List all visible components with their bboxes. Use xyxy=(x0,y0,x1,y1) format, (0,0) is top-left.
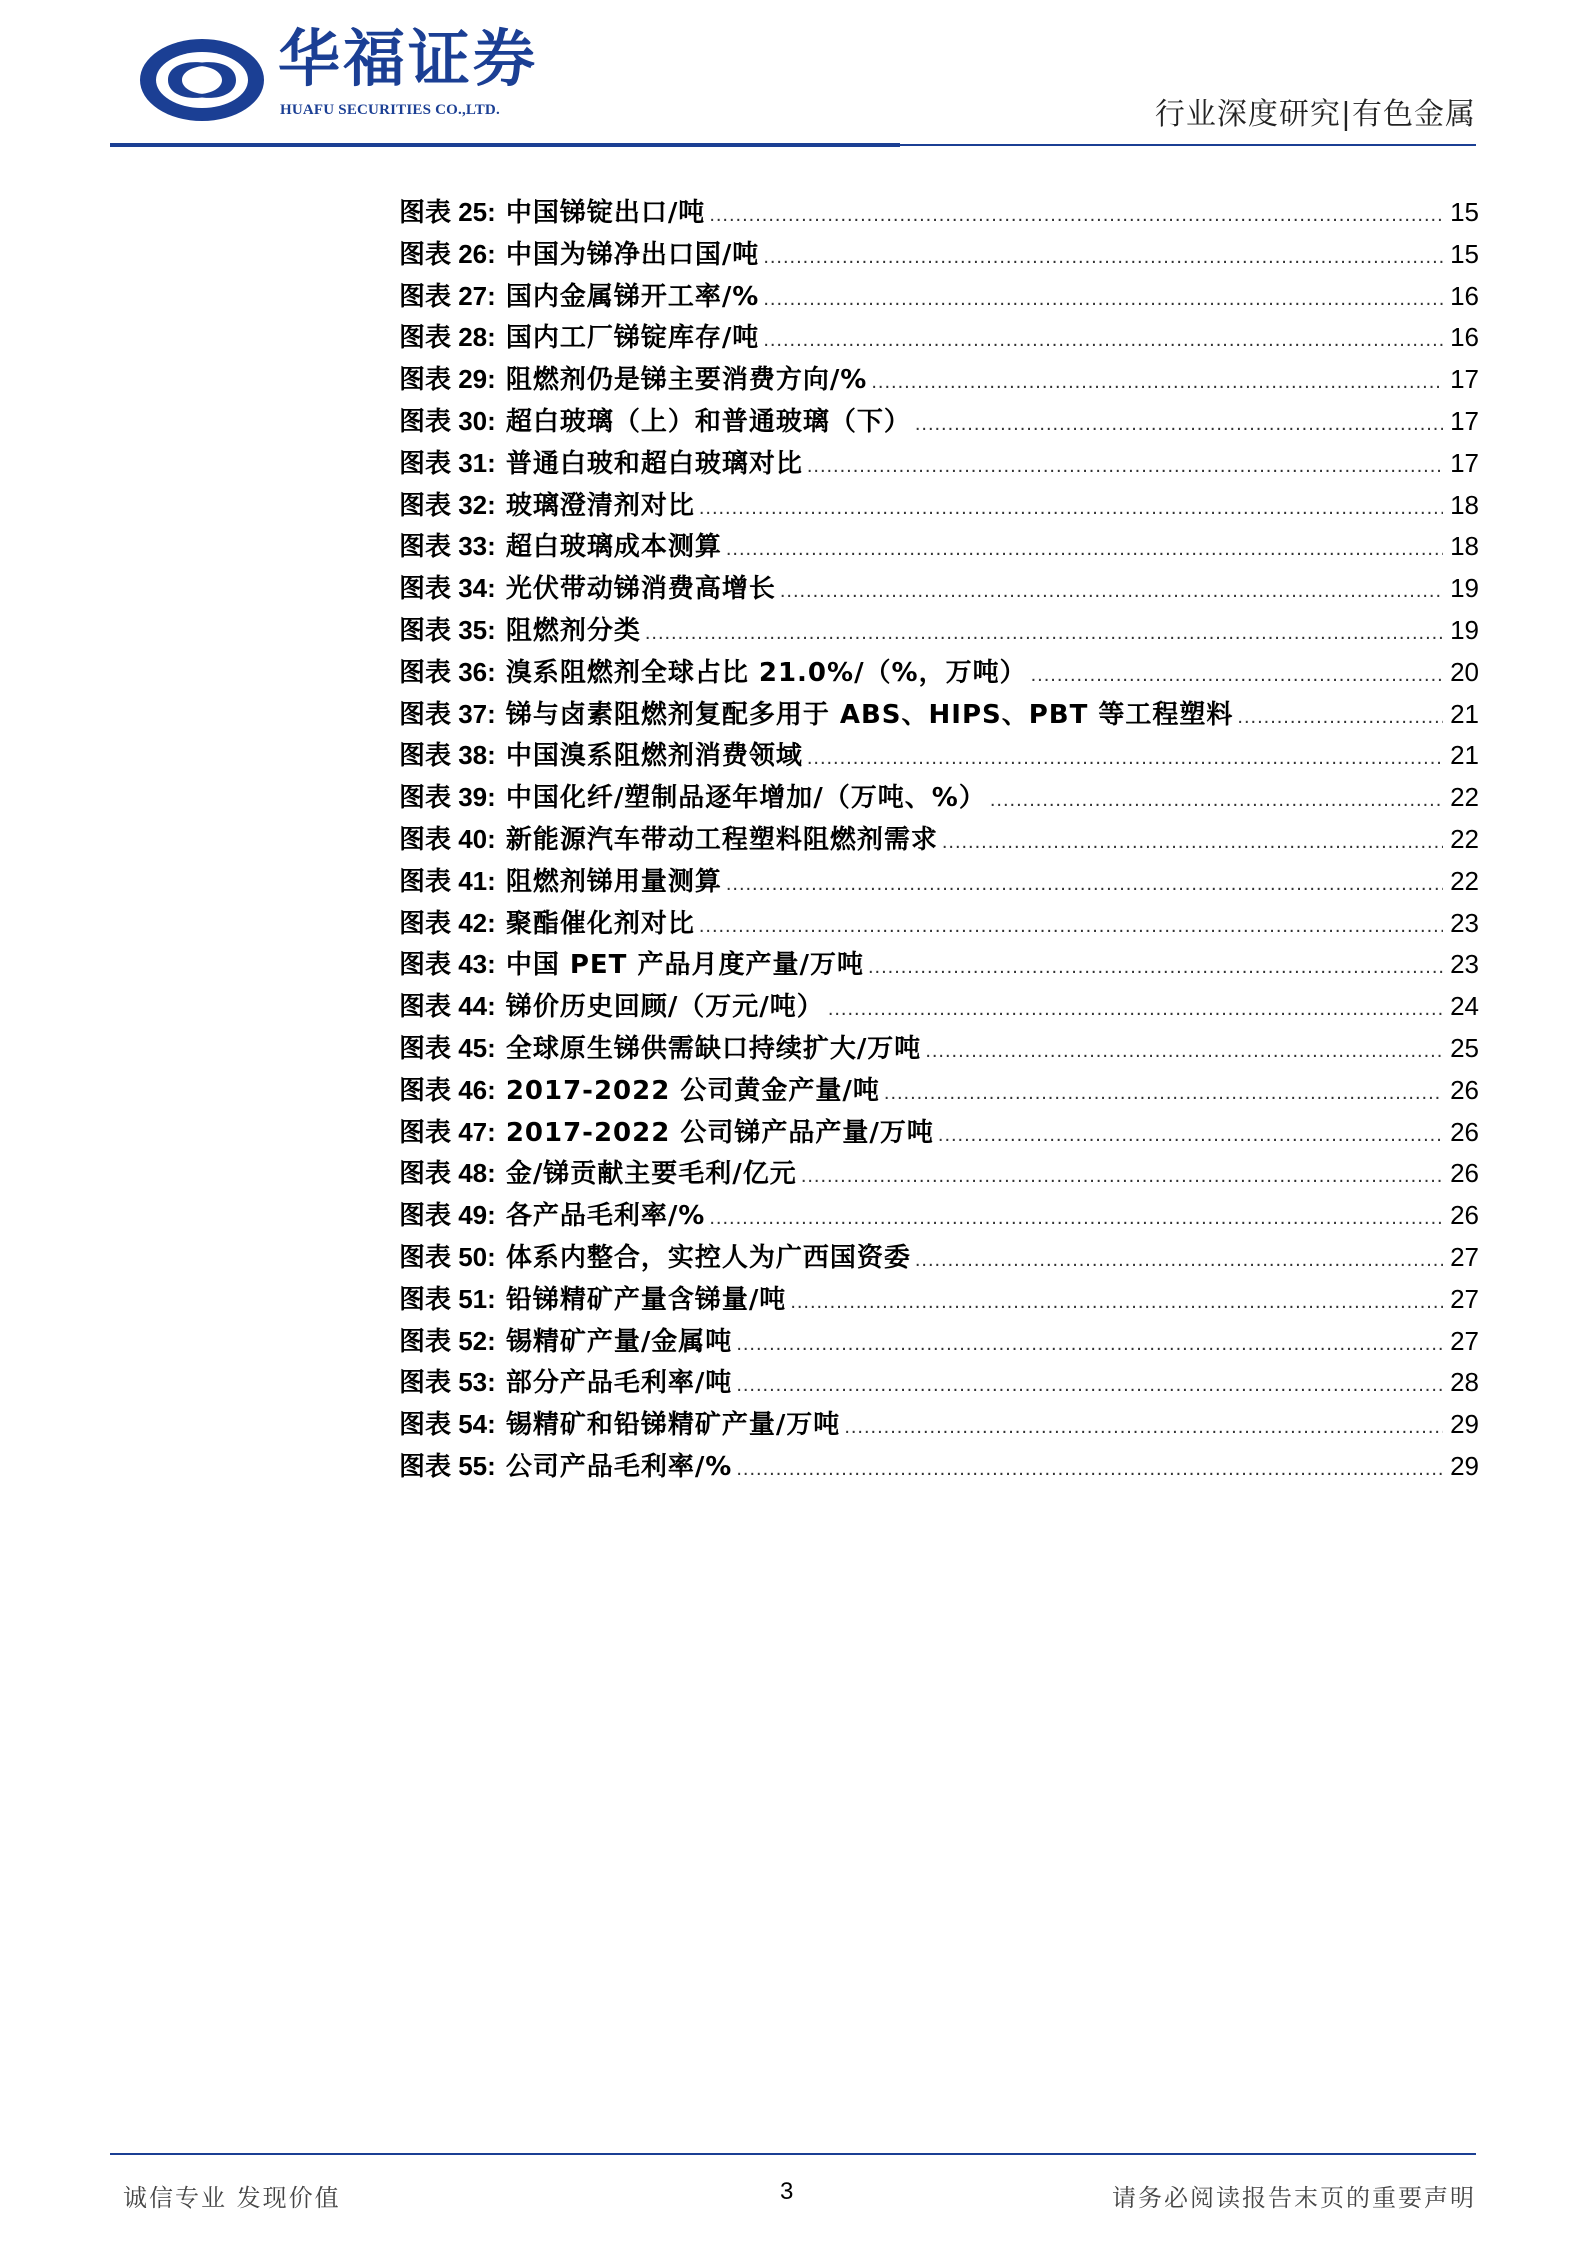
figure-page-number: 19 xyxy=(1450,573,1479,604)
figure-page-number: 25 xyxy=(1450,1032,1479,1063)
toc-entry[interactable] xyxy=(399,276,1479,318)
toc-entry[interactable] xyxy=(399,819,1479,861)
toc-entry[interactable] xyxy=(399,944,1479,986)
figure-title: 玻璃澄清剂对比 xyxy=(505,490,695,521)
figure-title: 国内金属锑开工率/% xyxy=(505,281,760,312)
figure-number: 图表 39: xyxy=(399,782,496,813)
figure-number: 图表 29: xyxy=(399,364,496,395)
figure-page-number: 27 xyxy=(1450,1325,1479,1356)
figure-title: 体系内整合，实控人为广西国资委 xyxy=(505,1242,911,1273)
figure-title: 光伏带动锑消费高增长 xyxy=(505,574,776,605)
footer-slogan: 诚信专业 发现价值 xyxy=(123,2184,341,2212)
figure-page-number: 27 xyxy=(1450,1241,1479,1272)
figure-page-number: 26 xyxy=(1450,1158,1479,1189)
figure-number: 图表 35: xyxy=(399,614,496,645)
figure-number: 图表 52: xyxy=(399,1325,496,1356)
toc-entry[interactable] xyxy=(399,1153,1479,1195)
figure-title: 阻燃剂分类 xyxy=(505,615,641,646)
figure-page-number: 18 xyxy=(1450,531,1479,562)
figure-page-number: 15 xyxy=(1450,197,1479,227)
toc-entry[interactable] xyxy=(399,568,1479,610)
figure-number: 图表 47: xyxy=(399,1116,496,1147)
figure-title: 中国化纤/塑制品逐年增加/（万吨、%） xyxy=(505,783,986,814)
page-number: 3 xyxy=(780,2178,794,2205)
leader-dots xyxy=(801,1156,1443,1198)
figure-page-number: 29 xyxy=(1450,1450,1479,1481)
leader-dots xyxy=(763,320,1443,362)
toc-entry[interactable] xyxy=(399,735,1479,777)
figure-page-number: 21 xyxy=(1450,740,1479,771)
figure-list xyxy=(399,192,1479,1488)
figure-number: 图表 41: xyxy=(399,865,496,896)
toc-entry[interactable] xyxy=(399,359,1479,401)
figure-page-number: 26 xyxy=(1450,1200,1479,1231)
figure-title: 锡精矿和铅锑精矿产量/万吨 xyxy=(505,1410,841,1441)
figure-title: 铅锑精矿产量含锑量/吨 xyxy=(505,1284,787,1315)
toc-entry[interactable] xyxy=(399,694,1479,736)
leader-dots xyxy=(868,947,1443,989)
toc-entry[interactable] xyxy=(399,777,1479,819)
toc-entry[interactable] xyxy=(399,1362,1479,1404)
figure-title: 2017-2022 公司黄金产量/吨 xyxy=(505,1075,880,1106)
figure-title: 锑价历史回顾/（万元/吨） xyxy=(505,992,824,1023)
leader-dots xyxy=(807,738,1443,780)
header-divider-accent xyxy=(110,143,900,147)
leader-dots xyxy=(807,446,1443,488)
figure-page-number: 26 xyxy=(1450,1116,1479,1147)
toc-entry[interactable] xyxy=(399,485,1479,527)
figure-number: 图表 27: xyxy=(399,280,496,311)
figure-title: 溴系阻燃剂全球占比 21.0%/（%，万吨） xyxy=(505,657,1027,688)
figure-number: 图表 40: xyxy=(399,823,496,854)
figure-page-number: 24 xyxy=(1450,991,1479,1022)
toc-entry[interactable] xyxy=(399,610,1479,652)
figure-title: 中国锑锭出口/吨 xyxy=(505,198,706,228)
leader-dots xyxy=(726,529,1443,571)
figure-page-number: 16 xyxy=(1450,322,1479,353)
figure-number: 图表 46: xyxy=(399,1074,496,1105)
leader-dots xyxy=(736,1324,1443,1366)
figure-page-number: 17 xyxy=(1450,405,1479,436)
figure-page-number: 21 xyxy=(1450,698,1479,729)
leader-dots xyxy=(942,822,1443,864)
toc-entry[interactable] xyxy=(399,401,1479,443)
leader-dots xyxy=(844,1407,1443,1449)
toc-entry[interactable] xyxy=(399,903,1479,945)
figure-page-number: 28 xyxy=(1450,1367,1479,1398)
figure-page-number: 22 xyxy=(1450,782,1479,813)
footer-disclaimer: 请务必阅读报告末页的重要声明 xyxy=(1112,2184,1476,2212)
leader-dots xyxy=(736,1365,1443,1407)
figure-title: 各产品毛利率/% xyxy=(505,1201,706,1232)
toc-entry[interactable] xyxy=(399,1321,1479,1363)
leader-dots xyxy=(736,1449,1443,1491)
figure-page-number: 16 xyxy=(1450,280,1479,311)
toc-entry[interactable] xyxy=(399,526,1479,568)
figure-number: 图表 25: xyxy=(399,197,496,227)
page-header xyxy=(0,0,1586,150)
figure-number: 图表 26: xyxy=(399,238,496,269)
toc-entry[interactable] xyxy=(399,1279,1479,1321)
figure-title: 锡精矿产量/金属吨 xyxy=(505,1326,733,1357)
figure-page-number: 20 xyxy=(1450,656,1479,687)
figure-number: 图表 55: xyxy=(399,1450,496,1481)
toc-entry[interactable] xyxy=(399,1195,1479,1237)
figure-title: 部分产品毛利率/吨 xyxy=(505,1368,733,1399)
figure-title: 2017-2022 公司锑产品产量/万吨 xyxy=(505,1117,934,1148)
brand-name-en: HUAFU SECURITIES CO.,LTD. xyxy=(280,102,500,118)
figure-number: 图表 51: xyxy=(399,1283,496,1314)
figure-title: 新能源汽车带动工程塑料阻燃剂需求 xyxy=(505,824,938,855)
figure-number: 图表 53: xyxy=(399,1367,496,1398)
figure-page-number: 17 xyxy=(1450,447,1479,478)
figure-number: 图表 31: xyxy=(399,447,496,478)
toc-entry[interactable] xyxy=(399,1028,1479,1070)
figure-number: 图表 38: xyxy=(399,740,496,771)
leader-dots xyxy=(915,1240,1443,1282)
leader-dots xyxy=(1237,697,1443,739)
leader-dots xyxy=(763,279,1443,321)
figure-page-number: 15 xyxy=(1450,238,1479,269)
toc-entry[interactable] xyxy=(399,861,1479,903)
figure-title: 中国为锑净出口国/吨 xyxy=(505,239,760,270)
figure-page-number: 22 xyxy=(1450,865,1479,896)
figure-title: 中国 PET 产品月度产量/万吨 xyxy=(505,950,864,981)
figure-number: 图表 48: xyxy=(399,1158,496,1189)
figure-title: 超白玻璃成本测算 xyxy=(505,532,722,563)
leader-dots xyxy=(871,362,1443,404)
figure-page-number: 27 xyxy=(1450,1283,1479,1314)
leader-dots xyxy=(828,989,1443,1031)
leader-dots xyxy=(915,404,1443,446)
toc-entry[interactable] xyxy=(399,986,1479,1028)
leader-dots xyxy=(884,1073,1443,1115)
figure-title: 普通白玻和超白玻璃对比 xyxy=(505,448,803,479)
toc-entry[interactable] xyxy=(399,652,1479,694)
report-category: 行业深度研究|有色金属 xyxy=(1154,97,1476,132)
figure-page-number: 19 xyxy=(1450,614,1479,645)
figure-number: 图表 28: xyxy=(399,322,496,353)
figure-title: 阻燃剂仍是锑主要消费方向/% xyxy=(505,365,868,396)
leader-dots xyxy=(763,237,1443,279)
leader-dots xyxy=(790,1282,1443,1324)
figure-number: 图表 36: xyxy=(399,656,496,687)
figure-page-number: 18 xyxy=(1450,489,1479,520)
figure-page-number: 22 xyxy=(1450,823,1479,854)
figure-title: 全球原生锑供需缺口持续扩大/万吨 xyxy=(505,1033,922,1064)
leader-dots xyxy=(925,1031,1443,1073)
toc-entry[interactable] xyxy=(399,234,1479,276)
toc-entry[interactable] xyxy=(399,1446,1479,1488)
leader-dots xyxy=(938,1115,1443,1157)
figure-number: 图表 37: xyxy=(399,698,496,729)
leader-dots xyxy=(699,488,1443,530)
toc-entry[interactable] xyxy=(399,1070,1479,1112)
figure-number: 图表 45: xyxy=(399,1032,496,1063)
brand-name-cn: 华福证券 xyxy=(278,22,539,95)
figure-page-number: 29 xyxy=(1450,1409,1479,1440)
leader-dots xyxy=(726,864,1443,906)
figure-number: 图表 44: xyxy=(399,991,496,1022)
figure-number: 图表 30: xyxy=(399,405,496,436)
figure-title: 聚酯催化剂对比 xyxy=(505,908,695,939)
figure-page-number: 26 xyxy=(1450,1074,1479,1105)
figure-page-number: 17 xyxy=(1450,364,1479,395)
figure-number: 图表 33: xyxy=(399,531,496,562)
leader-dots xyxy=(780,571,1443,613)
toc-entry[interactable] xyxy=(399,317,1479,359)
leader-dots xyxy=(699,906,1443,948)
figure-page-number: 23 xyxy=(1450,949,1479,980)
figure-title: 金/锑贡献主要毛利/亿元 xyxy=(505,1159,797,1190)
toc-entry[interactable] xyxy=(399,1112,1479,1154)
figure-number: 图表 32: xyxy=(399,489,496,520)
figure-title: 锑与卤素阻燃剂复配多用于 ABS、HIPS、PBT 等工程塑料 xyxy=(505,699,1234,730)
toc-entry[interactable] xyxy=(399,1404,1479,1446)
figure-number: 图表 50: xyxy=(399,1241,496,1272)
figure-number: 图表 34: xyxy=(399,573,496,604)
figure-title: 超白玻璃（上）和普通玻璃（下） xyxy=(505,406,911,437)
footer-divider xyxy=(110,2153,1476,2155)
huafu-logo-icon xyxy=(138,36,266,124)
leader-dots xyxy=(1031,655,1443,697)
figure-page-number: 23 xyxy=(1450,907,1479,938)
figure-number: 图表 43: xyxy=(399,949,496,980)
toc-entry[interactable] xyxy=(399,1237,1479,1279)
figure-number: 图表 42: xyxy=(399,907,496,938)
figure-number: 图表 49: xyxy=(399,1200,496,1231)
leader-dots xyxy=(990,780,1443,822)
figure-title: 中国溴系阻燃剂消费领域 xyxy=(505,741,803,772)
figure-title: 阻燃剂锑用量测算 xyxy=(505,866,722,897)
leader-dots xyxy=(645,613,1443,655)
leader-dots xyxy=(709,1198,1443,1240)
toc-entry[interactable] xyxy=(399,443,1479,485)
leader-dots xyxy=(709,195,1443,237)
figure-title: 公司产品毛利率/% xyxy=(505,1451,733,1482)
figure-number: 图表 54: xyxy=(399,1409,496,1440)
figure-title: 国内工厂锑锭库存/吨 xyxy=(505,323,760,354)
toc-entry[interactable] xyxy=(399,192,1479,234)
